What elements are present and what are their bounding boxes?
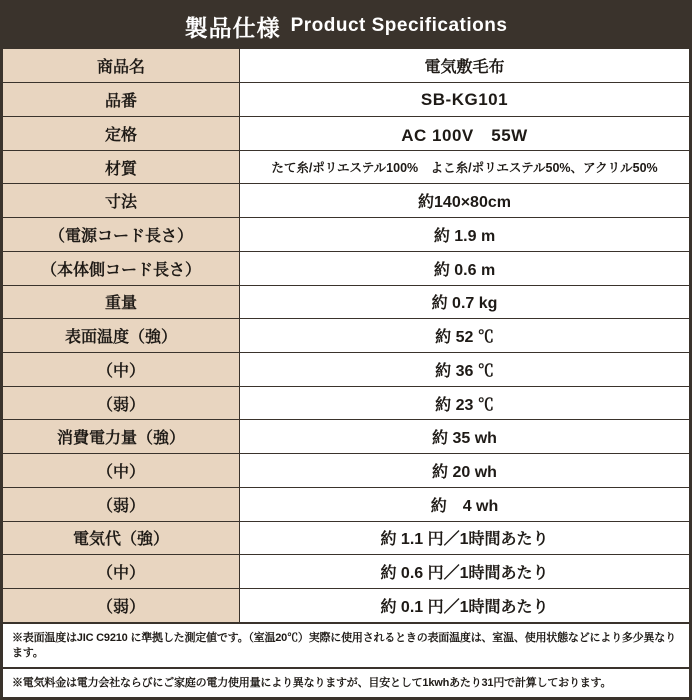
sheet-header [3,3,689,49]
table-row [3,251,689,285]
spec-value: 約 23 ℃ [240,386,690,420]
table-row [3,555,689,589]
specifications-table-body [3,49,689,622]
spec-value: たて糸/ポリエステル100% よこ糸/ポリエステル50%、アクリル50% [240,150,690,184]
spec-value: 約 1.1 円／1時間あたり [240,521,690,555]
spec-value: AC 100V 55W [240,116,690,150]
table-row [3,49,689,83]
spec-label: （弱） [3,386,240,420]
table-row [3,285,689,319]
table-row [3,218,689,252]
spec-label: 表面温度（強） [3,319,240,353]
spec-value: 約 52 ℃ [240,319,690,353]
spec-label: 品番 [3,83,240,117]
spec-value: 約140×80cm [240,184,690,218]
footnote-electricity-cost: ※電気料金は電力会社ならびにご家庭の電力使用量により異なりますが、目安として1kwhあたり31円で計算しております。 [3,667,689,697]
spec-value: 約 20 wh [240,454,690,488]
table-row [3,386,689,420]
header-title-ja: 製品仕様 [184,14,281,41]
spec-label: （電源コード長さ） [3,218,240,252]
spec-label: 電気代（強） [3,521,240,555]
table-row [3,454,689,488]
table-row [3,319,689,353]
footnote-temperature: ※表面温度はJIC C9210 に準拠した測定値です。（室温20℃）実際に使用されるときの表面温度は、室温、使用状態などにより多少異なります。 [12,632,676,660]
table-row [3,487,689,521]
table-row [3,150,689,184]
table-row [3,589,689,623]
spec-label: 定格 [3,116,240,150]
spec-label: 材質 [3,150,240,184]
spec-label: （弱） [3,487,240,521]
specifications-table [3,49,689,622]
spec-label: 寸法 [3,184,240,218]
spec-value: 約 35 wh [240,420,690,454]
spec-value: 約 0.7 kg [240,285,690,319]
spec-label: （弱） [3,589,240,623]
spec-label: 商品名 [3,49,240,83]
spec-label: （中） [3,454,240,488]
spec-label: （中） [3,555,240,589]
table-row [3,352,689,386]
spec-value: 約 0.1 円／1時間あたり [240,589,690,623]
spec-label: 消費電力量（強） [3,420,240,454]
spec-label: （中） [3,352,240,386]
header-title-en: Product Specifications [290,15,508,36]
footnotes [3,622,689,697]
table-row [3,420,689,454]
spec-value: 電気敷毛布 [240,49,690,83]
spec-label: 重量 [3,285,240,319]
spec-value: 約 1.9 m [240,218,690,252]
spec-value: 約 36 ℃ [240,352,690,386]
spec-value: SB-KG101 [240,83,690,117]
table-row [3,184,689,218]
spec-value: 約 4 wh [240,487,690,521]
spec-label: （本体側コード長さ） [3,251,240,285]
table-row [3,116,689,150]
table-row [3,521,689,555]
spec-value: 約 0.6 円／1時間あたり [240,555,690,589]
table-row [3,83,689,117]
spec-value: 約 0.6 m [240,251,690,285]
